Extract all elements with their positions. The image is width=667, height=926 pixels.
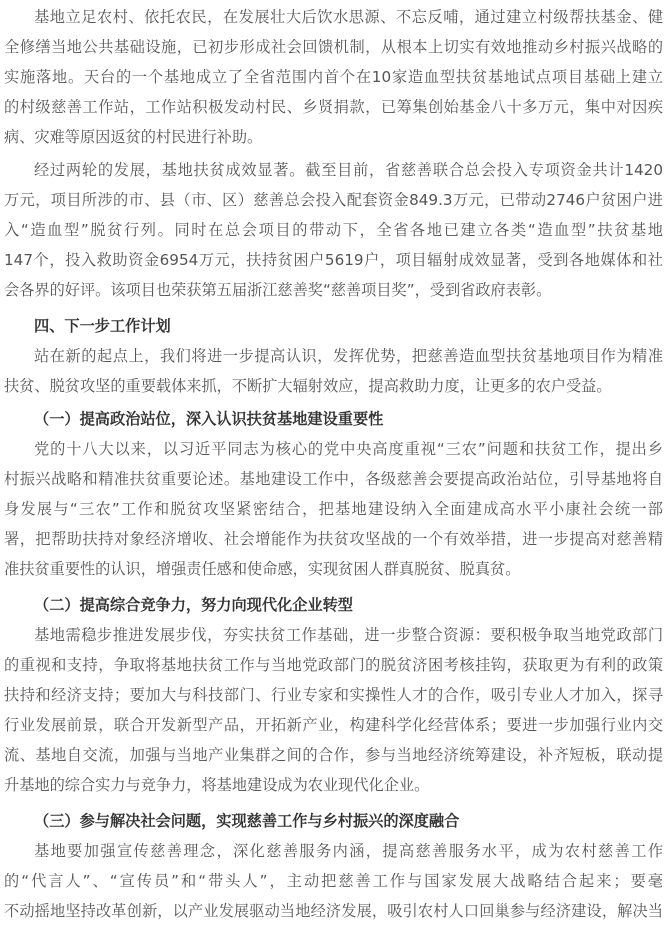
paragraph-line: 基地需稳步推进发展步伐，夯实扶贫工作基础，进一步整合资源：要积极争取当地党政部门	[34, 626, 663, 644]
paragraph-line: 全修缮当地公共基础设施，已初步形成社会回馈机制，从根本上切实有效地推动乡村振兴战略的	[4, 38, 663, 56]
paragraph-line: 入“造血型”脱贫行列。同时在总会项目的带动下，全省各地已建立各类“造血型”扶贫基地	[4, 221, 663, 239]
subsection-heading: （二）提高综合竞争力，努力向现代化企业转型	[34, 596, 353, 614]
paragraph-line: 署，把帮助扶持对象经济增收、社会增能作为扶贫攻坚战的一个有效举措，进一步提高对慈善精	[4, 530, 663, 548]
paragraph-line: 基地立足农村、依托农民，在发展壮大后饮水思源、不忘反哺，通过建立村级帮扶基金、健	[34, 8, 663, 26]
paragraph-line: 扶贫、脱贫攻坚的重要载体来抓，不断扩大辐射效应，提高救助力度，让更多的农户受益。	[4, 377, 612, 395]
paragraph-line: 党的十八大以来，以习近平同志为核心的党中央高度重视“三农”问题和扶贫工作，提出乡	[34, 440, 663, 458]
section-heading: 四、下一步工作计划	[34, 317, 171, 335]
paragraph-line: 会各界的好评。该项目也荣获第五届浙江慈善奖“慈善项目奖”，受到省政府表彰。	[4, 281, 552, 299]
paragraph-line: 扶持和经济支持；要加大与科技部门、行业专家和实操性人才的合作，吸引专业人才加入，探寻	[4, 686, 663, 704]
paragraph-line: 万元，项目所涉的市、县（市、区）慈善总会投入配套资金849.3万元，已带动2746户贫困户进	[4, 191, 663, 209]
paragraph-line: 经过两轮的发展，基地扶贫成效显著。截至目前，省慈善联合总会投入专项资金共计1420	[34, 161, 663, 179]
paragraph-line: 的“代言人”、“宣传员”和“带头人”，主动把慈善工作与国家发展大战略结合起来；要毫	[4, 872, 663, 890]
paragraph-line: 147个，投入救助资金6954万元，扶持贫困户5619户，项目辐射成效显著，受到各地媒体和社	[4, 251, 663, 269]
subsection-heading: （三）参与解决社会问题，实现慈善工作与乡村振兴的深度融合	[34, 812, 460, 830]
paragraph-line: 流、基地自交流，加强与当地产业集群之间的合作，参与当地经济统筹建设，补齐短板，联动提	[4, 746, 663, 764]
paragraph-line: 不动摇地坚持改革创新，以产业发展驱动当地经济发展，吸引农村人口回巢参与经济建设，解决当	[4, 902, 663, 920]
subsection-heading: （一）提高政治站位，深入认识扶贫基地建设重要性	[34, 410, 384, 428]
paragraph-line: 基地要加强宣传慈善理念，深化慈善服务内涵，提高慈善服务水平，成为农村慈善工作	[34, 842, 663, 860]
paragraph-line: 的村级慈善工作站，工作站积极发动村民、乡贤捐款，已筹集创始基金八十多万元，集中对因疾	[4, 98, 663, 116]
paragraph-line: 的重视和支持，争取将基地扶贫工作与当地党政部门的脱贫济困考核挂钩，获取更为有利的政策	[4, 656, 663, 674]
paragraph-line: 站在新的起点上，我们将进一步提高认识，发挥优势，把慈善造血型扶贫基地项目作为精准	[34, 347, 663, 365]
paragraph-line: 村振兴战略和精准扶贫重要论述。基地建设工作中，各级慈善会要提高政治站位，引导基地将自	[4, 470, 663, 488]
paragraph-line: 准扶贫重要性的认识，增强责任感和使命感，实现贫困人群真脱贫、脱真贫。	[4, 560, 521, 578]
paragraph-line: 行业发展前景，联合开发新型产品，开拓新产业，构建科学化经营体系；要进一步加强行业内交	[4, 716, 663, 734]
paragraph-line: 实施落地。天台的一个基地成立了全省范围内首个在10家造血型扶贫基地试点项目基础上建立	[4, 68, 663, 86]
paragraph-line: 病、灾难等原因返贫的村民进行补助。	[4, 128, 263, 146]
paragraph-line: 身发展与“三农”工作和脱贫攻坚紧密结合，把基地建设纳入全面建成高水平小康社会统一部	[4, 500, 663, 518]
paragraph-line: 升基地的综合实力与竞争力，将基地建设成为农业现代化企业。	[4, 776, 430, 794]
